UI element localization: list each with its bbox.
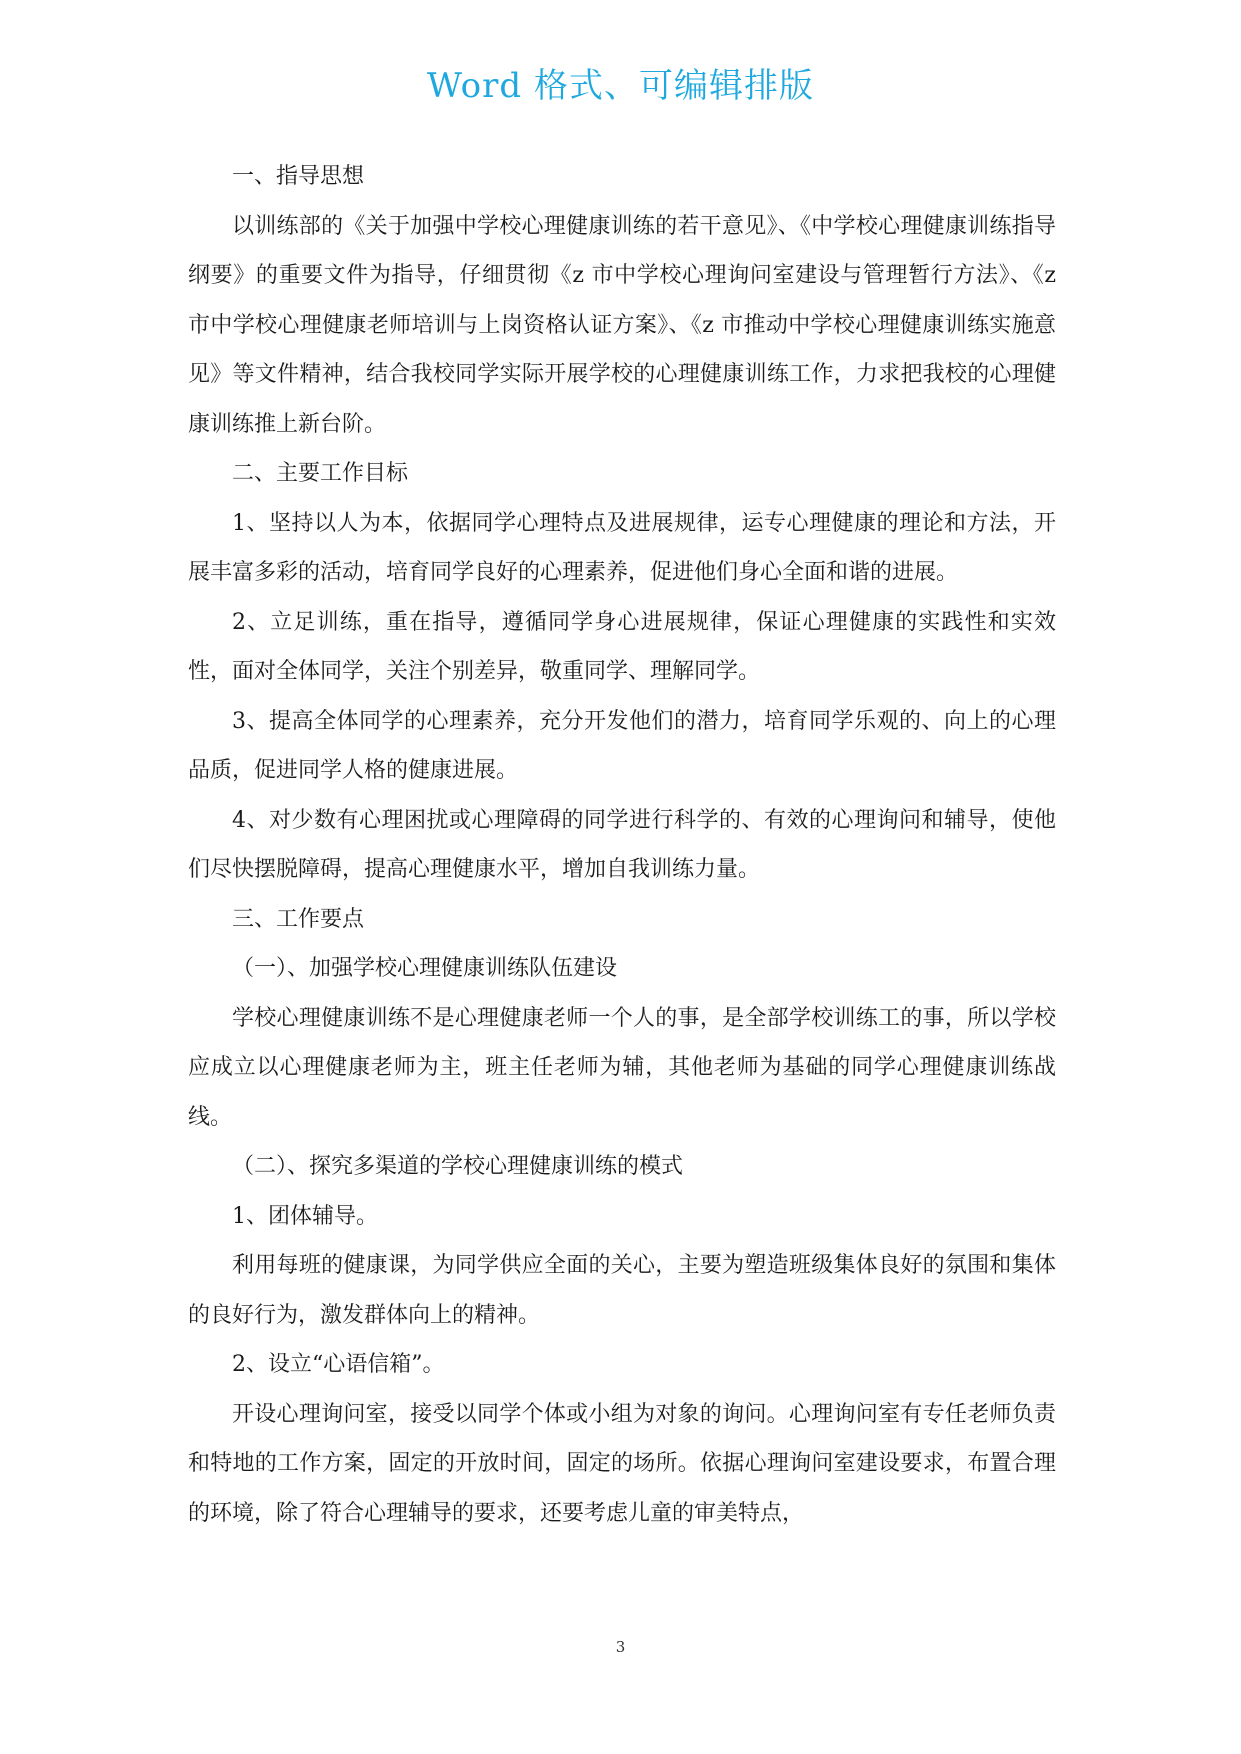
page-number: 3: [615, 1638, 626, 1656]
item-group-counseling: 1、团体辅导。: [232, 1203, 378, 1229]
header-title: Word 格式、可编辑排版: [427, 66, 814, 106]
paragraph-guiding-ideology: 以训练部的《关于加强中学校心理健康训练的若干意见》、《中学校心理健康训练指导纲要》的重要文件为指导，仔细贯彻《z 市中学校心理询问室建设与管理暂行方法》、《z 市中学校心理健康老师培训与上岗资格认证方案》、《z 市推动中学校心理健康训练实施意见》等文件精神，结合我校同学实际开展学校的心理健康训练工作，力求把我校的心理健康训练推上新台阶。: [188, 213, 1056, 437]
heading-guiding-ideology: 一、指导思想: [232, 164, 365, 189]
item-mailbox: 2、设立“心语信箱”。: [232, 1352, 445, 1377]
paragraph-counseling-room: 开设心理询问室，接受以同学个体或小组为对象的询问。心理询问室有专任老师负责和特地的工作方案，固定的开放时间，固定的场所。依据心理询问室建设要求，布置合理的环境，除了符合心理辅导的要求，还要考虑儿童的审美特点，: [188, 1401, 1056, 1526]
paragraph-goal-4: 4、对少数有心理困扰或心理障碍的同学进行科学的、有效的心理询问和辅导，使他们尽快摆脱障碍，提高心理健康水平，增加自我训练力量。: [188, 807, 1056, 882]
paragraph-group-counseling: 利用每班的健康课，为同学供应全面的关心，主要为塑造班级集体良好的氛围和集体的良好行为，激发群体向上的精神。: [188, 1253, 1056, 1328]
heading-work-points: 三、工作要点: [232, 906, 365, 932]
paragraph-team-building: 学校心理健康训练不是心理健康老师一个人的事，是全部学校训练工的事，所以学校应成立以心理健康老师为主，班主任老师为辅，其他老师为基础的同学心理健康训练战线。: [188, 1005, 1056, 1130]
document-body: [188, 152, 1056, 1538]
paragraph-goal-1: 1、坚持以人为本，依据同学心理特点及进展规律，运专心理健康的理论和方法，开展丰富多彩的活动，培育同学良好的心理素养，促进他们身心全面和谐的进展。: [188, 510, 1056, 585]
heading-main-goals: 二、主要工作目标: [232, 461, 409, 486]
paragraph-goal-2: 2、立足训练，重在指导，遵循同学身心进展规律，保证心理健康的实践性和实效性，面对全体同学，关注个别差异，敬重同学、理解同学。: [188, 609, 1056, 684]
subheading-team-building: （一）、加强学校心理健康训练队伍建设: [232, 956, 618, 981]
subheading-multi-channel: （二）、探究多渠道的学校心理健康训练的模式: [232, 1154, 684, 1179]
paragraph-goal-3: 3、提高全体同学的心理素养，充分开发他们的潜力，培育同学乐观的、向上的心理品质，促进同学人格的健康进展。: [188, 708, 1056, 783]
